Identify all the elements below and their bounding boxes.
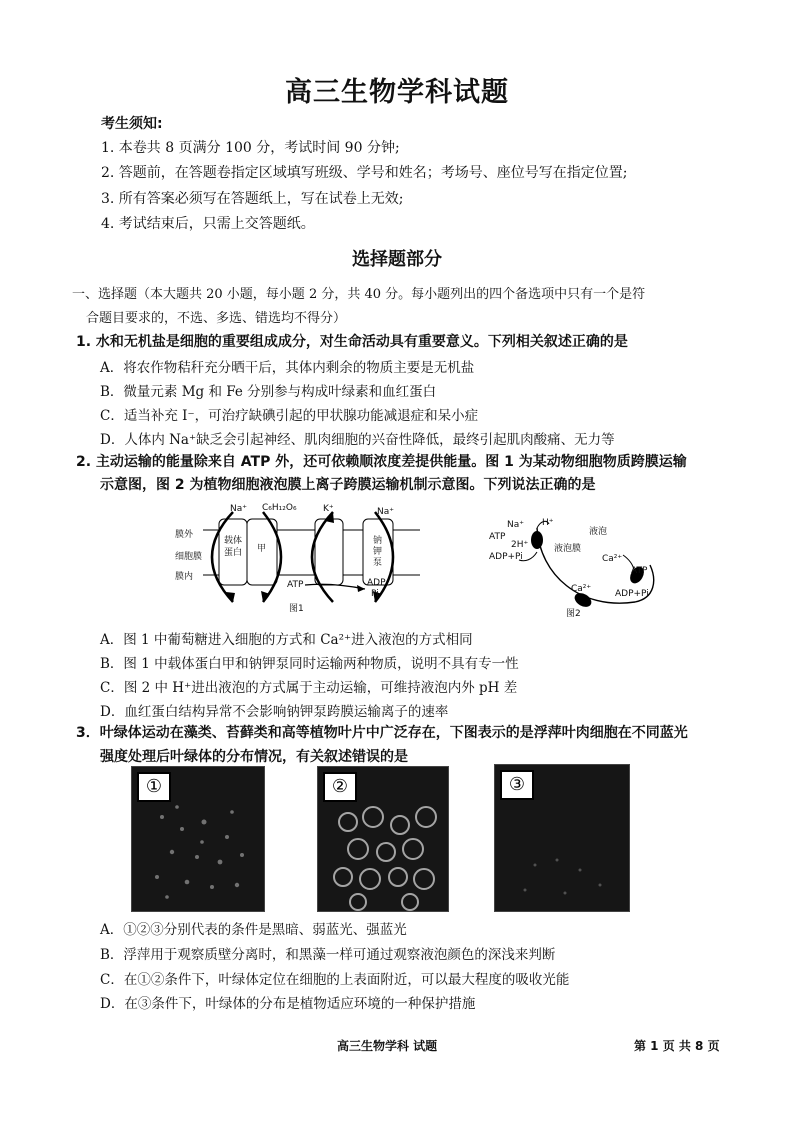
- fig2-label: Na⁺: [507, 520, 524, 530]
- fig2-label: ADP+Pi: [489, 552, 523, 562]
- photo-label: ②: [323, 772, 357, 802]
- question-stem: 2. 主动运输的能量除来自 ATP 外，还可依赖顺浓度差提供能量。图 1 为某动物细胞物质跨膜运输: [76, 454, 687, 470]
- fig1-label: 膜内: [175, 572, 194, 582]
- option-d: D．人体内 Na⁺缺乏会引起神经、肌肉细胞的兴奋性降低，最终引起肌肉酸痛、无力等: [100, 432, 615, 448]
- fig1-label: 甲: [257, 544, 267, 554]
- option-d: D．血红蛋白结构异常不会影响钠钾泵跨膜运输离子的速率: [100, 704, 449, 720]
- option-b: B．浮萍用于观察质壁分离时，和黑藻一样可通过观察液泡颜色的深浅来判断: [100, 947, 556, 963]
- figure-2: [485, 510, 685, 622]
- fig1-label: Na⁺: [377, 507, 394, 517]
- figure-1-caption: 图1: [289, 604, 304, 614]
- chloroplast-photo: [317, 766, 449, 912]
- notice-item: 4. 考试结束后，只需上交答题纸。: [101, 216, 315, 232]
- fig2-label: H⁺: [542, 518, 554, 528]
- chloroplast-photo: [494, 764, 630, 912]
- option-a: A．将农作物秸秆充分晒干后，其体内剩余的物质主要是无机盐: [100, 360, 475, 376]
- footer-title: 高三生物学科 试题: [337, 1039, 438, 1053]
- fig2-label: Ca²⁺: [571, 584, 592, 594]
- fig1-label: 载体: [224, 536, 243, 546]
- fig1-label: K⁺: [323, 504, 334, 514]
- figure-1: [175, 497, 435, 622]
- notice-item: 1. 本卷共 8 页满分 100 分，考试时间 90 分钟;: [101, 140, 400, 156]
- notice-heading: 考生须知:: [101, 116, 163, 132]
- fig1-label: Na⁺: [230, 504, 247, 514]
- option-c: C．图 2 中 H⁺进出液泡的方式属于主动运输，可维持液泡内外 pH 差: [100, 680, 518, 696]
- photo-label: ③: [500, 770, 534, 800]
- option-b: B．微量元素 Mg 和 Fe 分别参与构成叶绿素和血红蛋白: [100, 384, 437, 400]
- option-a: A．图 1 中葡萄糖进入细胞的方式和 Ca²⁺进入液泡的方式相同: [100, 632, 473, 648]
- fig2-label: 液泡膜: [554, 544, 582, 554]
- fig1-label: 蛋白: [224, 548, 243, 558]
- question-stem: 3．叶绿体运动在藻类、苔藓类和高等植物叶片中广泛存在，下图表示的是浮萍叶肉细胞在不同蓝光: [76, 725, 688, 741]
- fig2-label: 2H⁺: [511, 540, 529, 550]
- section-title: 选择题部分: [352, 249, 442, 270]
- fig2-label: ATP: [489, 532, 506, 542]
- question-stem: 1. 水和无机盐是细胞的重要组成成分，对生命活动具有重要意义。下列相关叙述正确的是: [76, 334, 628, 350]
- fig1-label: 膜外: [175, 530, 194, 540]
- fig1-label: 细胞膜: [175, 552, 203, 562]
- fig1-label: 泵: [373, 558, 383, 568]
- fig1-label: Pi: [371, 589, 379, 599]
- section-instructions: 合题目要求的，不选、多选、错选均不得分）: [86, 311, 347, 326]
- fig1-label: 钠: [373, 536, 383, 546]
- fig1-label: ADP: [367, 578, 386, 588]
- fig2-label: ADP+Pi: [615, 589, 649, 599]
- figure-2-caption: 图2: [566, 609, 581, 619]
- option-c: C．在①②条件下，叶绿体定位在细胞的上表面附近，可以最大程度的吸收光能: [100, 972, 570, 988]
- section-instructions: 一、选择题（本大题共 20 小题，每小题 2 分，共 40 分。每小题列出的四个备选项中只有一个是符: [72, 287, 646, 302]
- notice-item: 3. 所有答案必须写在答题纸上，写在试卷上无效;: [101, 191, 404, 207]
- fig2-label: ATP: [631, 566, 648, 576]
- question-stem: 强度处理后叶绿体的分布情况，有关叙述错误的是: [100, 749, 408, 765]
- photo-label: ①: [137, 772, 171, 802]
- figure-1-drawing: [175, 497, 435, 622]
- option-b: B．图 1 中载体蛋白甲和钠钾泵同时运输两种物质，说明不具有专一性: [100, 656, 519, 672]
- option-a: A．①②③分别代表的条件是黑暗、弱蓝光、强蓝光: [100, 922, 407, 938]
- page-title: 高三生物学科试题: [285, 77, 509, 108]
- question-stem: 示意图，图 2 为植物细胞液泡膜上离子跨膜运输机制示意图。下列说法正确的是: [100, 477, 596, 493]
- fig1-label: 钾: [373, 547, 383, 557]
- fig2-label: Ca²⁺: [602, 554, 623, 564]
- fig2-label: 液泡: [589, 527, 608, 537]
- page-number: 第 1 页 共 8 页: [634, 1039, 720, 1053]
- option-d: D．在③条件下，叶绿体的分布是植物适应环境的一种保护措施: [100, 996, 476, 1012]
- notice-item: 2. 答题前，在答题卷指定区域填写班级、学号和姓名；考场号、座位号写在指定位置;: [101, 165, 628, 181]
- fig1-label: C₆H₁₂O₆: [262, 503, 297, 513]
- fig1-label: ATP: [287, 580, 304, 590]
- option-c: C．适当补充 I⁻，可治疗缺碘引起的甲状腺功能减退症和呆小症: [100, 408, 479, 424]
- chloroplast-photo: [131, 766, 265, 912]
